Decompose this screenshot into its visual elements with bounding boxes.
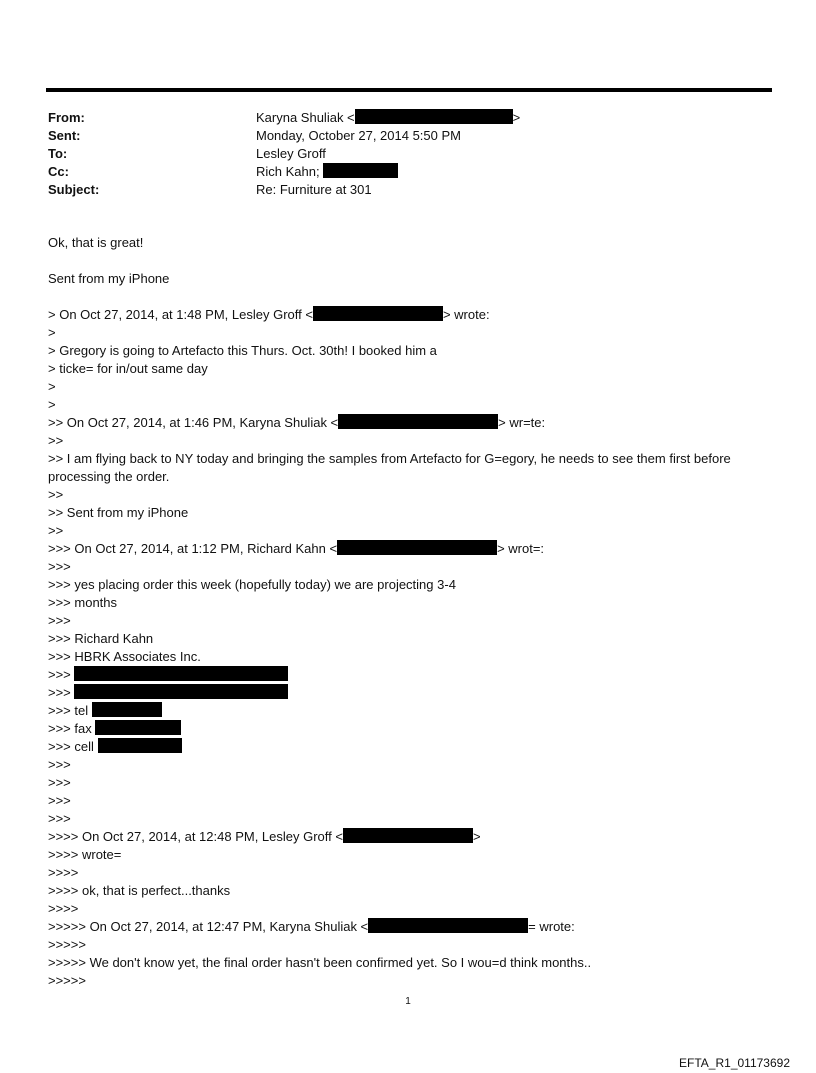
header-rule (46, 88, 772, 92)
cc-name: Rich Kahn; (256, 164, 320, 179)
body-line: Sent from my iPhone (48, 271, 170, 286)
quote-line: >>> (48, 559, 71, 574)
quote-line (48, 540, 768, 558)
quote-line: >>>> (48, 901, 79, 916)
quote-text: >>> (48, 685, 71, 700)
quote-text: > wr=te: (498, 415, 546, 430)
quote-line: >> (48, 487, 64, 502)
quote-line: >> (48, 433, 64, 448)
quote-line: >>> (48, 793, 71, 808)
redaction-bar (343, 828, 473, 843)
quote-line: >> (48, 523, 64, 538)
quote-line: >>> HBRK Associates Inc. (48, 649, 201, 664)
redaction-bar (74, 684, 288, 699)
quote-text: >>>>> On Oct 27, 2014, at 12:47 PM, Karyna Shuliak < (48, 919, 369, 934)
quote-text: > wrote: (442, 307, 490, 322)
redaction-bar (368, 918, 528, 933)
quote-line: >>>> wrote= (48, 847, 122, 862)
quote-line: > (48, 379, 56, 394)
sent-label: Sent: (48, 128, 81, 143)
quote-text: >> On Oct 27, 2014, at 1:46 PM, Karyna Shuliak < (48, 415, 339, 430)
quote-line (48, 738, 768, 756)
from-value (256, 109, 520, 127)
quote-text: > On Oct 27, 2014, at 1:48 PM, Lesley Groff < (48, 307, 313, 322)
quote-text: > wrot=: (497, 541, 545, 556)
quote-line: > Gregory is going to Artefacto this Thurs. Oct. 30th! I booked him a (48, 343, 437, 358)
quote-text: >>> On Oct 27, 2014, at 1:12 PM, Richard Kahn < (48, 541, 338, 556)
email-body (48, 234, 768, 990)
document-id: EFTA_R1_01173692 (679, 1056, 790, 1070)
redaction-bar (355, 109, 513, 124)
from-end: > (512, 110, 521, 125)
quote-text: >>> cell (48, 739, 94, 754)
from-label: From: (48, 110, 85, 125)
to-label: To: (48, 146, 68, 161)
quote-text: = wrote: (528, 919, 575, 934)
quote-line: > ticke= for in/out same day (48, 361, 208, 376)
quote-line: >>> months (48, 595, 118, 610)
redaction-bar (337, 540, 497, 555)
quote-line: >>>>> (48, 973, 86, 988)
quote-line: > (48, 325, 56, 340)
quote-line (48, 720, 768, 738)
quote-line: > (48, 397, 56, 412)
blank-line (48, 288, 768, 306)
quote-line: >>>> (48, 865, 79, 880)
page-number: 1 (405, 996, 411, 1007)
redaction-bar (74, 666, 288, 681)
quote-text: >>>> On Oct 27, 2014, at 12:48 PM, Lesley Groff < (48, 829, 343, 844)
quote-line: >> I am flying back to NY today and bringing the samples from Artefacto for G=egory, he needs to see them first before processing the order. (48, 451, 731, 484)
quote-line: >>>> ok, that is perfect...thanks (48, 883, 231, 898)
quote-line (48, 684, 768, 702)
quote-line: >>> (48, 811, 71, 826)
sent-value: Monday, October 27, 2014 5:50 PM (256, 128, 461, 143)
redaction-bar (95, 720, 181, 735)
quote-text: >>> fax (48, 721, 92, 736)
to-value: Lesley Groff (256, 146, 326, 161)
quote-line (48, 306, 768, 324)
quote-line (48, 828, 768, 846)
quote-line: >>>>> (48, 937, 86, 952)
blank-line (48, 252, 768, 270)
quote-line (48, 918, 768, 936)
quote-text: > (472, 829, 481, 844)
quote-line (48, 414, 768, 432)
quote-line: >>> Richard Kahn (48, 631, 154, 646)
body-line: Ok, that is great! (48, 235, 144, 250)
subject-label: Subject: (48, 182, 100, 197)
quote-line (48, 702, 768, 720)
redaction-bar (338, 414, 498, 429)
quote-line (48, 666, 768, 684)
redaction-bar (92, 702, 162, 717)
quote-text: >>> tel (48, 703, 89, 718)
redaction-bar (313, 306, 443, 321)
quote-text: >>> (48, 667, 71, 682)
quote-line: >>> (48, 775, 71, 790)
quote-line: >> Sent from my iPhone (48, 505, 189, 520)
subject-value: Re: Furniture at 301 (256, 182, 372, 197)
cc-value (256, 163, 398, 181)
quote-line: >>>>> We don't know yet, the final order hasn't been confirmed yet. So I wou=d think months.. (48, 955, 592, 970)
quote-line: >>> yes placing order this week (hopefully today) we are projecting 3-4 (48, 577, 456, 592)
redaction-bar (98, 738, 182, 753)
from-name: Karyna Shuliak < (256, 110, 355, 125)
redaction-bar (323, 163, 398, 178)
quote-line: >>> (48, 613, 71, 628)
cc-label: Cc: (48, 164, 69, 179)
quote-line: >>> (48, 757, 71, 772)
